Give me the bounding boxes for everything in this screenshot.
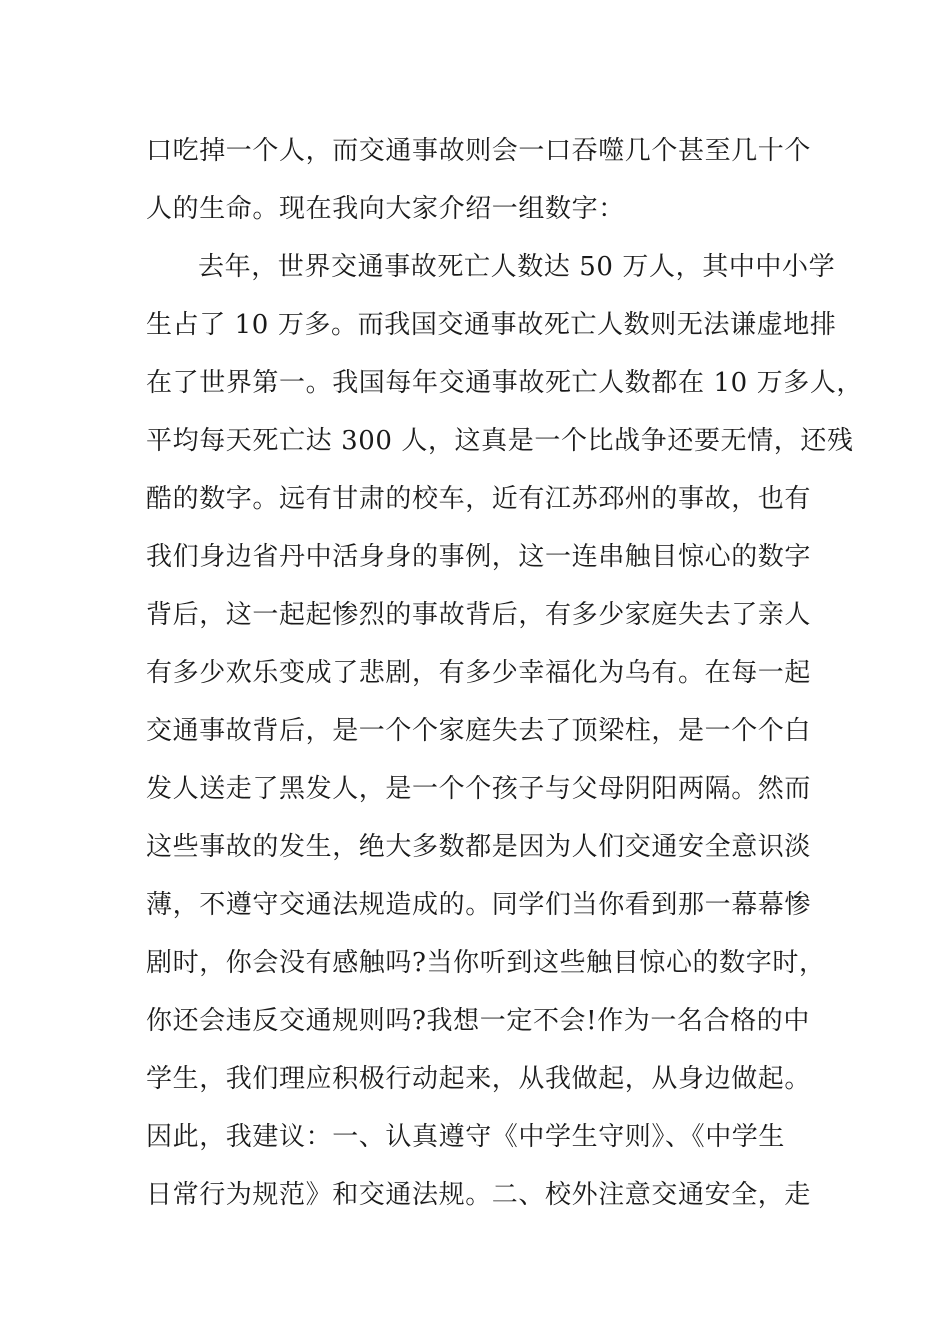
text-line-9: 背后，这一起起惨烈的事故背后，有多少家庭失去了亲人 <box>146 600 812 630</box>
text-line-6: 平均每天死亡达 300 人，这真是一个比战争还要无情，还残 <box>146 426 854 456</box>
text-line-8: 我们身边省丹中活身身的事例，这一连串触目惊心的数字 <box>146 542 812 572</box>
text-line-4: 生占了 10 万多。而我国交通事故死亡人数则无法谦虚地排 <box>146 310 837 340</box>
text-line-11: 交通事故背后，是一个个家庭失去了顶梁柱，是一个个白 <box>146 716 812 746</box>
text-line-2: 人的生命。现在我向大家介绍一组数字： <box>146 194 625 224</box>
text-line-5: 在了世界第一。我国每年交通事故死亡人数都在 10 万多人， <box>146 368 864 398</box>
text-line-14: 薄，不遵守交通法规造成的。同学们当你看到那一幕幕惨 <box>146 890 812 920</box>
text-line-1: 口吃掉一个人，而交通事故则会一口吞噬几个甚至几十个 <box>146 136 812 166</box>
text-line-7: 酷的数字。远有甘肃的校车，近有江苏邳州的事故，也有 <box>146 484 812 514</box>
text-line-15: 剧时，你会没有感触吗?当你听到这些触目惊心的数字时， <box>146 948 826 978</box>
document-body <box>146 122 864 1224</box>
text-line-13: 这些事故的发生，绝大多数都是因为人们交通安全意识淡 <box>146 832 812 862</box>
text-line-17: 学生，我们理应积极行动起来，从我做起，从身边做起。 <box>146 1064 812 1094</box>
text-line-10: 有多少欢乐变成了悲剧，有多少幸福化为乌有。在每一起 <box>146 658 812 688</box>
text-line-18: 因此，我建议：一、认真遵守《中学生守则》、《中学生 <box>146 1122 786 1152</box>
text-line-3: 去年，世界交通事故死亡人数达 50 万人，其中中小学 <box>198 252 836 282</box>
text-line-12: 发人送走了黑发人，是一个个孩子与父母阴阳两隔。然而 <box>146 774 812 804</box>
text-line-16: 你还会违反交通规则吗?我想一定不会!作为一名合格的中 <box>146 1006 810 1036</box>
text-line-19: 日常行为规范》和交通法规。二、校外注意交通安全，走 <box>146 1180 812 1210</box>
